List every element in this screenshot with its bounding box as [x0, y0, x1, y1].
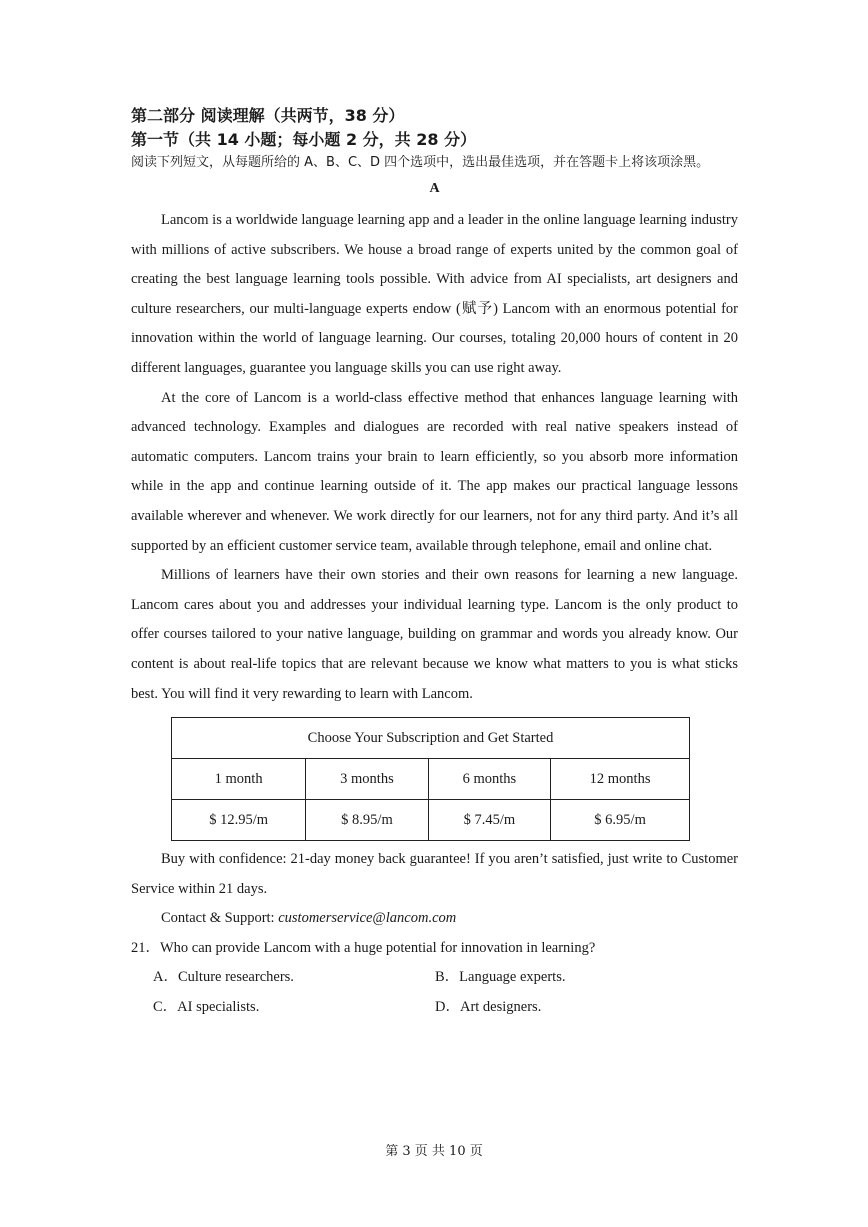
page-content	[131, 104, 738, 1023]
instructions: 阅读下列短文，从每题所给的 A、B、C、D 四个选项中，选出最佳选项，并在答题卡上将该项涂黑。	[131, 155, 710, 170]
table-cell: 12 months	[551, 759, 690, 800]
table-cell: $ 12.95/m	[172, 800, 306, 841]
table-cell: 1 month	[172, 759, 306, 800]
table-title-row	[172, 718, 690, 759]
page-footer: 第 3 页 共 10 页	[385, 1144, 483, 1159]
passage-paragraph: Millions of learners have their own stories and their own reasons for learning a new language. Lancom cares about you and addresses your individual learning type. Lancom is the only product to offer courses tailored to your native language, building on grammar and words you already know. Our content is about real-life topics that are relevant because we know what matters to you is what sticks best. You will find it very rewarding to learn with Lancom.	[131, 567, 738, 702]
table-row-durations	[172, 759, 690, 800]
table-cell: $ 7.45/m	[428, 800, 550, 841]
question-options	[153, 963, 738, 1022]
table-cell: 6 months	[428, 759, 550, 800]
part-title: 第二部分 阅读理解（共两节，38 分）	[131, 106, 405, 125]
contact-line	[131, 904, 738, 934]
passage-label: A	[429, 181, 440, 196]
passage-paragraph: Lancom is a worldwide language learning app and a leader in the online language learning industry with millions of active subscribers. We house a broad range of experts united by the common goal of creating the best language learning tools possible. With advice from AI specialists, art designers and culture researchers, our multi-language experts endow (赋予) Lancom with an enormous potential for innovation within the world of language learning. Our courses, totaling 20,000 hours of content in 20 different languages, guarantee you language skills you can use right away.	[131, 212, 738, 376]
question-stem: 21．Who can provide Lancom with a huge potential for innovation in learning?	[131, 939, 596, 956]
table-title: Choose Your Subscription and Get Started	[172, 718, 690, 759]
option-b: B．Language experts.	[435, 969, 566, 986]
passage-paragraph: At the core of Lancom is a world-class effective method that enhances language learning with advanced technology. Examples and dialogues are recorded with real native speakers instead of automatic computers. Lancom trains your brain to learn efficiently, so you absorb more information while in the app and continue learning outside of it. The app makes our practical language lessons available wherever and whenever. We work directly for our learners, not for any third party. And it’s all supported by an efficient customer service team, available through telephone, email and online chat.	[131, 389, 738, 554]
option-d: D．Art designers.	[435, 999, 542, 1016]
table-cell: 3 months	[306, 759, 428, 800]
guarantee-text: Buy with confidence: 21-day money back guarantee! If you aren’t satisfied, just write to Customer Service within 21 days.	[131, 851, 738, 897]
table-cell: $ 8.95/m	[306, 800, 428, 841]
contact-email: customerservice@lancom.com	[278, 910, 457, 927]
section-title: 第一节（共 14 小题；每小题 2 分，共 28 分）	[131, 130, 477, 149]
table-cell: $ 6.95/m	[551, 800, 690, 841]
subscription-table	[171, 717, 690, 841]
contact-label: Contact & Support:	[161, 910, 279, 927]
option-a: A．Culture researchers.	[153, 969, 294, 986]
option-c: C．AI specialists.	[153, 999, 260, 1016]
table-row-prices	[172, 800, 690, 841]
